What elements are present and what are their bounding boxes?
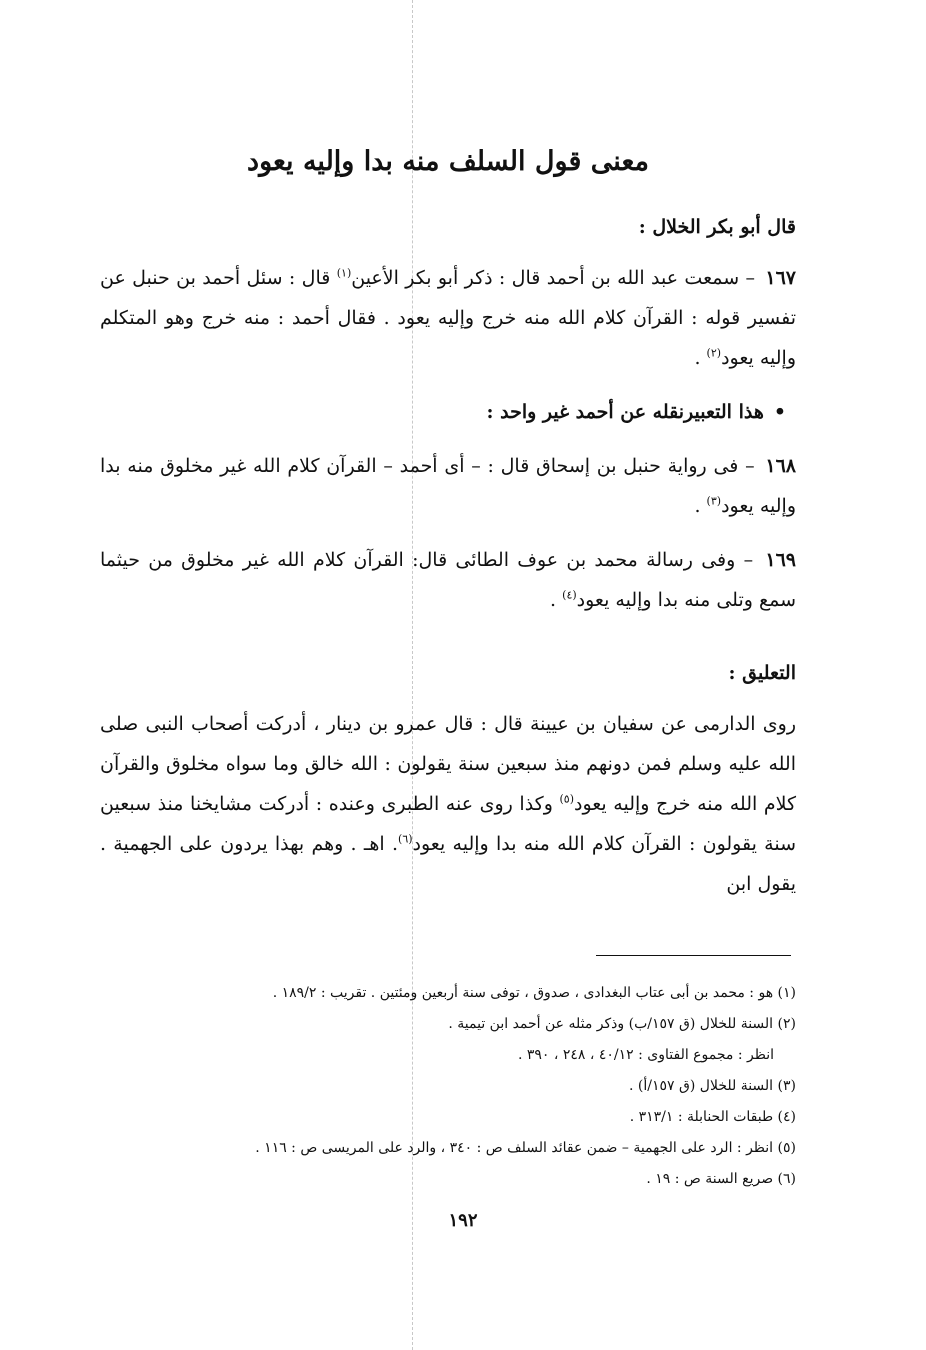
footnote-marker: (٦)	[398, 832, 413, 846]
bullet-dot-icon: •	[773, 401, 786, 423]
commentary-text: وكذا روى عنه الطبرى وعنده : أدركت مشايخنا منذ سبعين سنة يقولون : القرآن كلام الله منه بدا وإليه يعود	[100, 793, 796, 855]
entry-167	[100, 258, 796, 378]
page-number: ١٩٢	[448, 1210, 478, 1231]
bullet-note	[100, 392, 796, 432]
entry-number: ١٦٨	[765, 455, 796, 477]
entry-text: – سمعت عبد الله بن أحمد قال : ذكر أبو بكر الأعين	[351, 267, 756, 289]
main-text	[100, 140, 796, 904]
commentary-text: . اهـ . وهم بهذا يردون على الجهمية . يقول ابن	[100, 833, 796, 895]
entry-text: قال : سئل أحمد بن حنبل عن تفسير قوله : القرآن كلام الله منه خرج وإليه يعود . فقال أحمد : منه خرج وهو المتكلم وإليه يعود	[100, 267, 796, 369]
entry-168	[100, 446, 796, 526]
bullet-note-text: هذا التعبيرنقله عن أحمد غير واحد :	[486, 401, 764, 423]
page-title: معنى قول السلف منه بدا وإليه يعود	[247, 146, 649, 177]
footnote-marker: (٥)	[559, 792, 574, 806]
footnote-item: (١) هو : محمد بن أبى عتاب البغدادى ، صدوق ، توفى سنة أربعين ومئتين . تقريب : ١٨٩/٢ .	[272, 985, 796, 1001]
footnote-item: (٦) صريع السنة ص : ١٩ .	[646, 1171, 796, 1187]
entry-number: ١٦٧	[765, 267, 796, 289]
entry-ending: .	[694, 495, 707, 517]
commentary-text: روى الدارمى عن سفيان بن عيينة قال : قال عمرو بن دينار ، أدركت أصحاب النبى صلى الله عليه وسلم فمن دونهم منذ سبعين سنة يقولون : الله خالق وما سواه مخلوق والقرآن كلام الله منه خرج وإليه يعود	[100, 713, 796, 815]
entry-text: – وفى رسالة محمد بن عوف الطائى قال: القرآن كلام الله غير مخلوق من حيثما سمع وتلى منه بدا وإليه يعود	[100, 549, 796, 611]
footnote-item: انظر : مجموع الفتاوى : ٤٠/١٢ ، ٢٤٨ ، ٣٩٠ .	[517, 1047, 774, 1063]
footnote-marker: (٤)	[562, 588, 577, 602]
footnote-marker: (١)	[336, 266, 352, 280]
entry-ending: .	[694, 347, 707, 369]
footnote-separator	[596, 955, 791, 956]
entry-text: – فى رواية حنبل بن إسحاق قال : – أى أحمد – القرآن كلام الله غير مخلوق منه بدا وإليه يعود	[100, 455, 796, 517]
intro-heading: قال أبو بكر الخلال :	[638, 216, 796, 238]
entry-number: ١٦٩	[765, 549, 796, 571]
footnote-item: (٢) السنة للخلال (ق ١٥٧/ب) وذكر مثله عن أحمد ابن تيمية .	[448, 1016, 796, 1032]
footnote-marker: (٢)	[706, 346, 722, 360]
footnote-item: (٤) طبقات الحنابلة : ٣١٣/١ .	[629, 1109, 796, 1125]
footnote-marker: (٣)	[706, 494, 722, 508]
footnote-item: (٥) انظر : الرد على الجهمية – ضمن عقائد السلف ص : ٣٤٠ ، والرد على المريسى ص : ١١٦ .	[255, 1140, 796, 1156]
spacer	[100, 634, 796, 656]
entry-169	[100, 540, 796, 620]
commentary-paragraph	[100, 704, 796, 904]
footnotes	[100, 978, 796, 1195]
footnote-item: (٣) السنة للخلال (ق ١٥٧/أ) .	[629, 1078, 796, 1094]
commentary-heading: التعليق :	[728, 662, 796, 684]
entry-ending: .	[550, 589, 563, 611]
